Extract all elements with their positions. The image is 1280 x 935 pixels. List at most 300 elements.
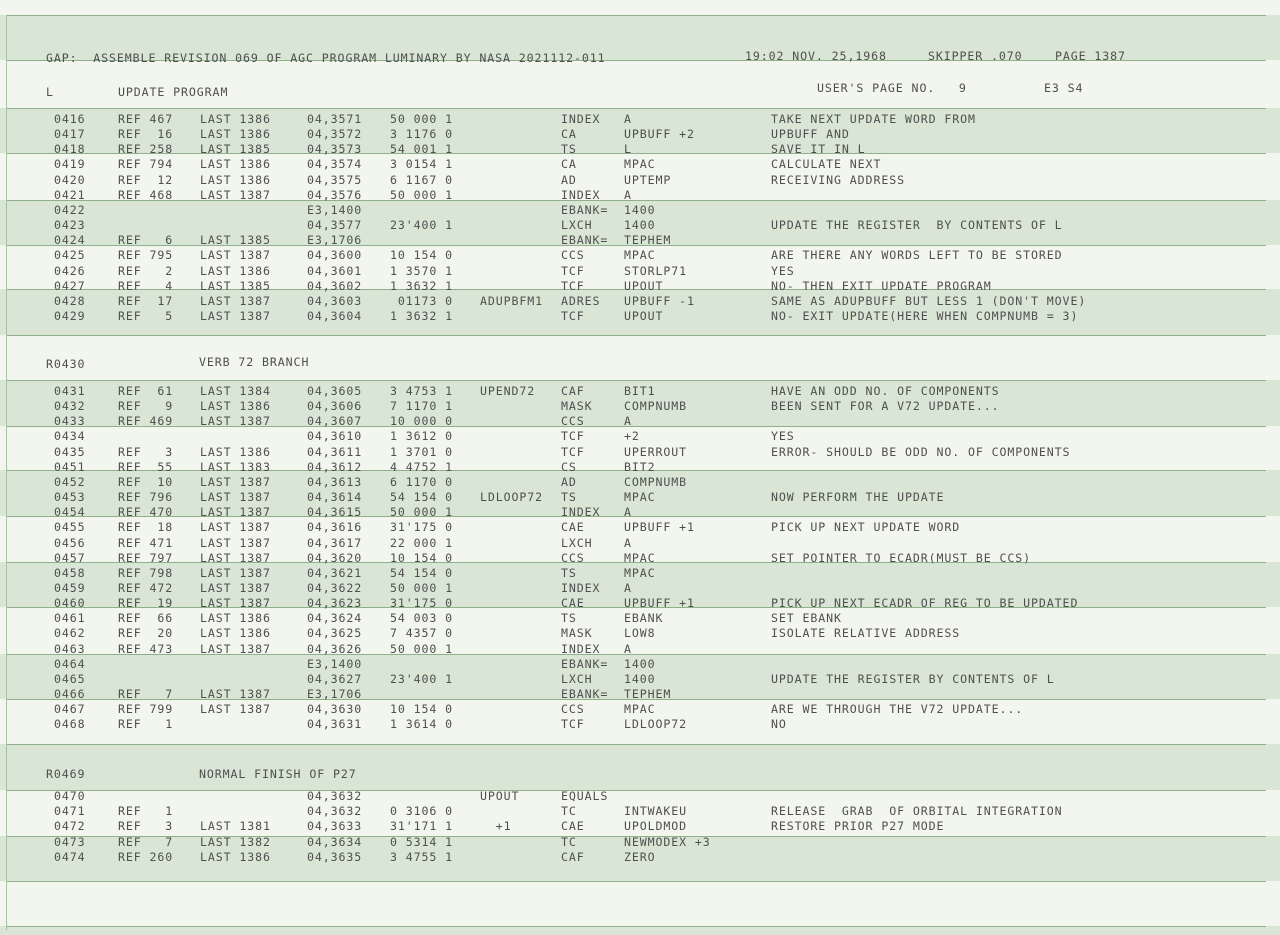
octal-field: 0 3106 0: [390, 804, 454, 819]
operand-field: A: [624, 535, 632, 550]
octal-field: 3 4753 1: [390, 384, 454, 398]
listing-line: [0, 819, 1280, 834]
address-field: 04,3602: [307, 278, 363, 293]
opcode-field: TS: [561, 490, 577, 505]
address-field: 04,3603: [307, 293, 363, 308]
address-field: 04,3615: [307, 505, 363, 520]
octal-field: 10 154 0: [390, 550, 454, 565]
line-number: 0459: [54, 581, 86, 595]
address-field: 04,3573: [307, 142, 363, 157]
octal-field: 31'171 1: [390, 819, 454, 834]
octal-field: 50 000 1: [390, 112, 454, 126]
operand-field: A: [624, 641, 632, 656]
opcode-field: INDEX: [561, 112, 601, 126]
address-field: 04,3626: [307, 641, 363, 656]
octal-field: 54 003 0: [390, 611, 454, 626]
operand-field: 1400: [624, 218, 656, 233]
address-field: 04,3572: [307, 127, 363, 142]
operand-field: UPOLDMOD: [624, 819, 688, 834]
last-field: LAST 1386: [200, 112, 271, 126]
address-field: 04,3613: [307, 474, 363, 489]
listing-line: [0, 702, 1280, 717]
operand-field: MPAC: [624, 490, 656, 505]
comment-field: PICK UP NEXT ECADR OF REG TO BE UPDATED: [771, 596, 1079, 611]
comment-field: SAME AS ADUPBUFF BUT LESS 1 (DON'T MOVE): [771, 293, 1087, 308]
address-field: 04,3616: [307, 520, 363, 535]
last-field: LAST 1386: [200, 127, 271, 142]
last-field: LAST 1386: [200, 626, 271, 641]
address-field: 04,3625: [307, 626, 363, 641]
listing-line: [0, 429, 1280, 444]
listing-line: [0, 142, 1280, 157]
line-number: 0427: [54, 278, 86, 293]
line-number: 0428: [54, 293, 86, 308]
last-field: LAST 1386: [200, 849, 271, 864]
ref-field: REF 18: [118, 520, 174, 535]
address-field: 04,3576: [307, 187, 363, 202]
address-field: 04,3635: [307, 849, 363, 864]
operand-field: NEWMODEX +3: [624, 834, 711, 849]
line-number: 0461: [54, 611, 86, 626]
address-field: 04,3604: [307, 309, 363, 323]
last-field: LAST 1386: [200, 172, 271, 187]
octal-field: 50 000 1: [390, 187, 454, 202]
section-title: UPDATE PROGRAM: [118, 85, 229, 99]
last-field: LAST 1387: [200, 535, 271, 550]
octal-field: 1 3614 0: [390, 717, 454, 732]
listing-line: [0, 445, 1280, 460]
octal-field: 1 3701 0: [390, 444, 454, 459]
ref-field: REF 797: [118, 550, 174, 565]
octal-field: 6 1167 0: [390, 172, 454, 187]
comment-field: PICK UP NEXT UPDATE WORD: [771, 520, 961, 535]
octal-field: 7 4357 0: [390, 626, 454, 641]
opcode-field: TCF: [561, 717, 585, 732]
opcode-field: TCF: [561, 263, 585, 278]
comment-field: NO- THEN EXIT UPDATE PROGRAM: [771, 278, 992, 293]
listing-line: [0, 672, 1280, 687]
address-field: 04,3607: [307, 414, 363, 429]
ref-field: REF 798: [118, 565, 174, 580]
ref-field: REF 2: [118, 263, 174, 278]
operand-field: UPBUFF +1: [624, 520, 695, 535]
octal-field: 31'175 0: [390, 596, 454, 611]
operand-field: UPOUT: [624, 309, 664, 323]
octal-field: 22 000 1: [390, 535, 454, 550]
operand-field: INTWAKEU: [624, 804, 688, 819]
listing-line: [0, 188, 1280, 203]
block-label: R0430: [46, 357, 86, 371]
opcode-field: CCS: [561, 550, 585, 565]
octal-field: 3 0154 1: [390, 157, 454, 172]
operand-field: LDLOOP72: [624, 717, 688, 732]
line-number: 0429: [54, 309, 86, 323]
address-field: 04,3632: [307, 789, 363, 803]
listing-line: [0, 127, 1280, 142]
listing-line: [0, 642, 1280, 657]
listing-line: [0, 505, 1280, 520]
ref-field: REF 5: [118, 309, 174, 323]
address-field: 04,3621: [307, 565, 363, 580]
opcode-field: EBANK=: [561, 202, 609, 217]
ref-field: REF 7: [118, 834, 174, 849]
comment-field: RELEASE GRAB OF ORBITAL INTEGRATION: [771, 804, 1063, 819]
address-field: 04,3631: [307, 717, 363, 732]
operand-field: ZERO: [624, 849, 656, 864]
listing-line: [0, 294, 1280, 309]
octal-field: 31'175 0: [390, 520, 454, 535]
opcode-field: CCS: [561, 414, 585, 429]
line-number: 0454: [54, 505, 86, 520]
comment-field: NO: [771, 717, 787, 732]
timestamp: 19:02 NOV. 25,1968: [745, 49, 887, 63]
address-field: 04,3630: [307, 702, 363, 717]
block-title: VERB 72 BRANCH: [199, 355, 310, 369]
opcode-field: INDEX: [561, 187, 601, 202]
comment-field: UPBUFF AND: [771, 127, 850, 142]
line-number: 0465: [54, 671, 86, 686]
ref-field: REF 795: [118, 248, 174, 263]
listing-line: [0, 520, 1280, 535]
operand-field: L: [624, 142, 632, 157]
listing-line: [0, 835, 1280, 850]
line-number: 0421: [54, 187, 86, 202]
listing-line: [0, 804, 1280, 819]
octal-field: 0 5314 1: [390, 834, 454, 849]
last-field: LAST 1386: [200, 611, 271, 626]
last-field: LAST 1387: [200, 187, 271, 202]
line-number: 0467: [54, 702, 86, 717]
operand-field: +2: [624, 429, 640, 444]
octal-field: 54 001 1: [390, 142, 454, 157]
octal-field: 54 154 0: [390, 565, 454, 580]
ref-field: REF 12: [118, 172, 174, 187]
address-field: 04,3610: [307, 429, 363, 444]
last-field: LAST 1385: [200, 142, 271, 157]
opcode-field: TCF: [561, 278, 585, 293]
comment-field: BEEN SENT FOR A V72 UPDATE...: [771, 399, 1000, 414]
ref-field: REF 1: [118, 717, 174, 732]
comment-field: YES: [771, 429, 795, 444]
octal-field: 23'400 1: [390, 671, 454, 686]
last-field: LAST 1382: [200, 834, 271, 849]
line-number: 0426: [54, 263, 86, 278]
ref-field: REF 7: [118, 687, 174, 701]
label-field: LDLOOP72: [480, 490, 544, 505]
operand-field: BIT2: [624, 459, 656, 474]
operand-field: TEPHEM: [624, 233, 672, 248]
octal-field: 1 3570 1: [390, 263, 454, 278]
line-number: 0425: [54, 248, 86, 263]
octal-field: 54 154 0: [390, 490, 454, 505]
listing-line: [0, 460, 1280, 475]
octal-field: 10 000 0: [390, 414, 454, 429]
last-field: LAST 1387: [200, 550, 271, 565]
line-number: 0451: [54, 459, 86, 474]
last-field: LAST 1387: [200, 687, 271, 701]
assemble-line: GAP: ASSEMBLE REVISION 069 OF AGC PROGRAM LUMINARY BY NASA 2021112-011: [46, 51, 606, 65]
line-number: 0433: [54, 414, 86, 429]
octal-field: 6 1170 0: [390, 474, 454, 489]
octal-field: 4 4752 1: [390, 459, 454, 474]
address-field: 04,3623: [307, 596, 363, 611]
operand-field: UPBUFF +1: [624, 596, 695, 611]
operand-field: MPAC: [624, 248, 656, 263]
skipper-label: SKIPPER .070: [928, 49, 1023, 63]
opcode-field: CS: [561, 459, 577, 474]
address-field: 04,3601: [307, 263, 363, 278]
opcode-field: TC: [561, 834, 577, 849]
opcode-field: TS: [561, 565, 577, 580]
line-number: 0418: [54, 142, 86, 157]
line-number: 0453: [54, 490, 86, 505]
listing-line: [0, 717, 1280, 732]
line-number: 0470: [54, 789, 86, 803]
ref-field: REF 19: [118, 596, 174, 611]
line-number: 0471: [54, 804, 86, 819]
ref-field: REF 3: [118, 444, 174, 459]
opcode-field: CCS: [561, 702, 585, 717]
opcode-field: MASK: [561, 399, 593, 414]
last-field: LAST 1387: [200, 490, 271, 505]
section-marker: L: [46, 85, 54, 99]
comment-field: ARE THERE ANY WORDS LEFT TO BE STORED: [771, 248, 1063, 263]
ref-field: REF 61: [118, 384, 174, 398]
listing-line: [0, 789, 1280, 804]
line-number: 0462: [54, 626, 86, 641]
ref-field: REF 4: [118, 278, 174, 293]
address-field: 04,3620: [307, 550, 363, 565]
address-field: E3,1400: [307, 202, 363, 217]
address-field: 04,3611: [307, 444, 363, 459]
opcode-field: EBANK=: [561, 656, 609, 671]
opcode-field: EQUALS: [561, 789, 609, 803]
last-field: LAST 1386: [200, 399, 271, 414]
address-field: 04,3571: [307, 112, 363, 126]
listing-line: [0, 309, 1280, 324]
listing-line: [0, 490, 1280, 505]
line-number: 0424: [54, 233, 86, 248]
address-field: 04,3614: [307, 490, 363, 505]
ref-field: REF 473: [118, 641, 174, 656]
opcode-field: LXCH: [561, 671, 593, 686]
opcode-field: TC: [561, 804, 577, 819]
block-label: R0469: [46, 767, 86, 781]
listing-line: [0, 566, 1280, 581]
page-number: PAGE 1387: [1055, 49, 1126, 63]
last-field: LAST 1383: [200, 459, 271, 474]
opcode-field: INDEX: [561, 641, 601, 656]
listing-line: [0, 264, 1280, 279]
opcode-field: CAF: [561, 384, 585, 398]
ref-field: REF 16: [118, 127, 174, 142]
line-number: 0473: [54, 834, 86, 849]
opcode-field: CAE: [561, 596, 585, 611]
address-field: 04,3612: [307, 459, 363, 474]
operand-field: UPTEMP: [624, 172, 672, 187]
ref-field: REF 20: [118, 626, 174, 641]
revision-code: E3 S4: [1044, 81, 1084, 95]
opcode-field: CCS: [561, 248, 585, 263]
address-field: 04,3617: [307, 535, 363, 550]
address-field: 04,3633: [307, 819, 363, 834]
listing-line: [0, 687, 1280, 702]
line-number: 0463: [54, 641, 86, 656]
ref-field: REF 17: [118, 293, 174, 308]
ref-field: REF 66: [118, 611, 174, 626]
octal-field: 3 4755 1: [390, 849, 454, 864]
listing-line: [0, 218, 1280, 233]
operand-field: MPAC: [624, 157, 656, 172]
ref-field: REF 9: [118, 399, 174, 414]
comment-field: YES: [771, 263, 795, 278]
line-number: 0468: [54, 717, 86, 732]
last-field: LAST 1386: [200, 157, 271, 172]
opcode-field: TCF: [561, 444, 585, 459]
ref-field: REF 469: [118, 414, 174, 429]
listing-line: [0, 850, 1280, 865]
line-number: 0423: [54, 218, 86, 233]
comment-field: NO- EXIT UPDATE(HERE WHEN COMPNUMB = 3): [771, 309, 1079, 323]
opcode-field: AD: [561, 172, 577, 187]
octal-field: 10 154 0: [390, 248, 454, 263]
ref-field: REF 796: [118, 490, 174, 505]
line-number: 0417: [54, 127, 86, 142]
operand-field: A: [624, 581, 632, 595]
comment-field: UPDATE THE REGISTER BY CONTENTS OF L: [771, 218, 1063, 233]
listing-line: [0, 657, 1280, 672]
listing-line: [0, 399, 1280, 414]
line-number: 0452: [54, 474, 86, 489]
listing-line: [0, 173, 1280, 188]
operand-field: A: [624, 187, 632, 202]
comment-field: RESTORE PRIOR P27 MODE: [771, 819, 945, 834]
last-field: LAST 1385: [200, 233, 271, 248]
last-field: LAST 1387: [200, 520, 271, 535]
label-field: +1: [480, 819, 512, 834]
opcode-field: LXCH: [561, 535, 593, 550]
ref-field: REF 10: [118, 474, 174, 489]
last-field: LAST 1385: [200, 278, 271, 293]
listing-line: [0, 581, 1280, 596]
ref-field: REF 794: [118, 157, 174, 172]
octal-field: 50 000 1: [390, 581, 454, 595]
last-field: LAST 1387: [200, 565, 271, 580]
line-number: 0472: [54, 819, 86, 834]
comment-field: SAVE IT IN L: [771, 142, 866, 157]
listing-line: [0, 157, 1280, 172]
operand-field: COMPNUMB: [624, 399, 688, 414]
octal-field: 50 000 1: [390, 641, 454, 656]
address-field: E3,1706: [307, 687, 363, 701]
octal-field: 01173 0: [390, 293, 454, 308]
last-field: LAST 1386: [200, 263, 271, 278]
operand-field: EBANK: [624, 611, 664, 626]
listing-line: [0, 233, 1280, 248]
opcode-field: INDEX: [561, 505, 601, 520]
ref-field: REF 468: [118, 187, 174, 202]
last-field: LAST 1381: [200, 819, 271, 834]
operand-field: COMPNUMB: [624, 474, 688, 489]
address-field: 04,3606: [307, 399, 363, 414]
listing-line: [0, 475, 1280, 490]
ref-field: REF 467: [118, 112, 174, 126]
comment-field: RECEIVING ADDRESS: [771, 172, 905, 187]
line-number: 0455: [54, 520, 86, 535]
opcode-field: TCF: [561, 429, 585, 444]
opcode-field: EBANK=: [561, 233, 609, 248]
opcode-field: EBANK=: [561, 687, 609, 701]
label-field: ADUPBFM1: [480, 293, 544, 308]
listing-line: [0, 596, 1280, 611]
operand-field: STORLP71: [624, 263, 688, 278]
ref-field: REF 258: [118, 142, 174, 157]
octal-field: 23'400 1: [390, 218, 454, 233]
address-field: 04,3605: [307, 384, 363, 398]
ref-field: REF 3: [118, 819, 174, 834]
last-field: LAST 1384: [200, 384, 271, 398]
ref-field: REF 260: [118, 849, 174, 864]
comment-field: ERROR- SHOULD BE ODD NO. OF COMPONENTS: [771, 444, 1071, 459]
last-field: LAST 1387: [200, 596, 271, 611]
opcode-field: AD: [561, 474, 577, 489]
octal-field: 1 3632 1: [390, 278, 454, 293]
line-number: 0460: [54, 596, 86, 611]
listing-line: [0, 112, 1280, 127]
operand-field: UPOUT: [624, 278, 664, 293]
operand-field: 1400: [624, 671, 656, 686]
line-number: 0456: [54, 535, 86, 550]
line-number: 0474: [54, 849, 86, 864]
opcode-field: TCF: [561, 309, 585, 323]
last-field: LAST 1387: [200, 702, 271, 717]
listing-line: [0, 551, 1280, 566]
ref-field: REF 6: [118, 233, 174, 248]
comment-field: ISOLATE RELATIVE ADDRESS: [771, 626, 961, 641]
listing-line: [0, 203, 1280, 218]
address-field: 04,3634: [307, 834, 363, 849]
ref-field: REF 55: [118, 459, 174, 474]
opcode-field: ADRES: [561, 293, 601, 308]
line-number: 0434: [54, 429, 86, 444]
operand-field: 1400: [624, 202, 656, 217]
label-field: UPEND72: [480, 384, 536, 398]
operand-field: A: [624, 112, 632, 126]
address-field: E3,1706: [307, 233, 363, 248]
comment-field: CALCULATE NEXT: [771, 157, 882, 172]
users-page-number: USER'S PAGE NO. 9: [817, 81, 967, 95]
operand-field: MPAC: [624, 702, 656, 717]
address-field: 04,3622: [307, 581, 363, 595]
line-number: 0432: [54, 399, 86, 414]
last-field: LAST 1387: [200, 581, 271, 595]
comment-field: NOW PERFORM THE UPDATE: [771, 490, 945, 505]
operand-field: UPBUFF +2: [624, 127, 695, 142]
opcode-field: CAF: [561, 849, 585, 864]
address-field: 04,3574: [307, 157, 363, 172]
address-field: E3,1400: [307, 656, 363, 671]
ref-field: REF 470: [118, 505, 174, 520]
ref-field: REF 799: [118, 702, 174, 717]
listing-line: [0, 279, 1280, 294]
comment-field: ARE WE THROUGH THE V72 UPDATE...: [771, 702, 1024, 717]
listing-line: [0, 248, 1280, 263]
line-number: 0422: [54, 202, 86, 217]
opcode-field: INDEX: [561, 581, 601, 595]
operand-field: A: [624, 414, 632, 429]
ref-field: REF 472: [118, 581, 174, 595]
operand-field: BIT1: [624, 384, 656, 398]
